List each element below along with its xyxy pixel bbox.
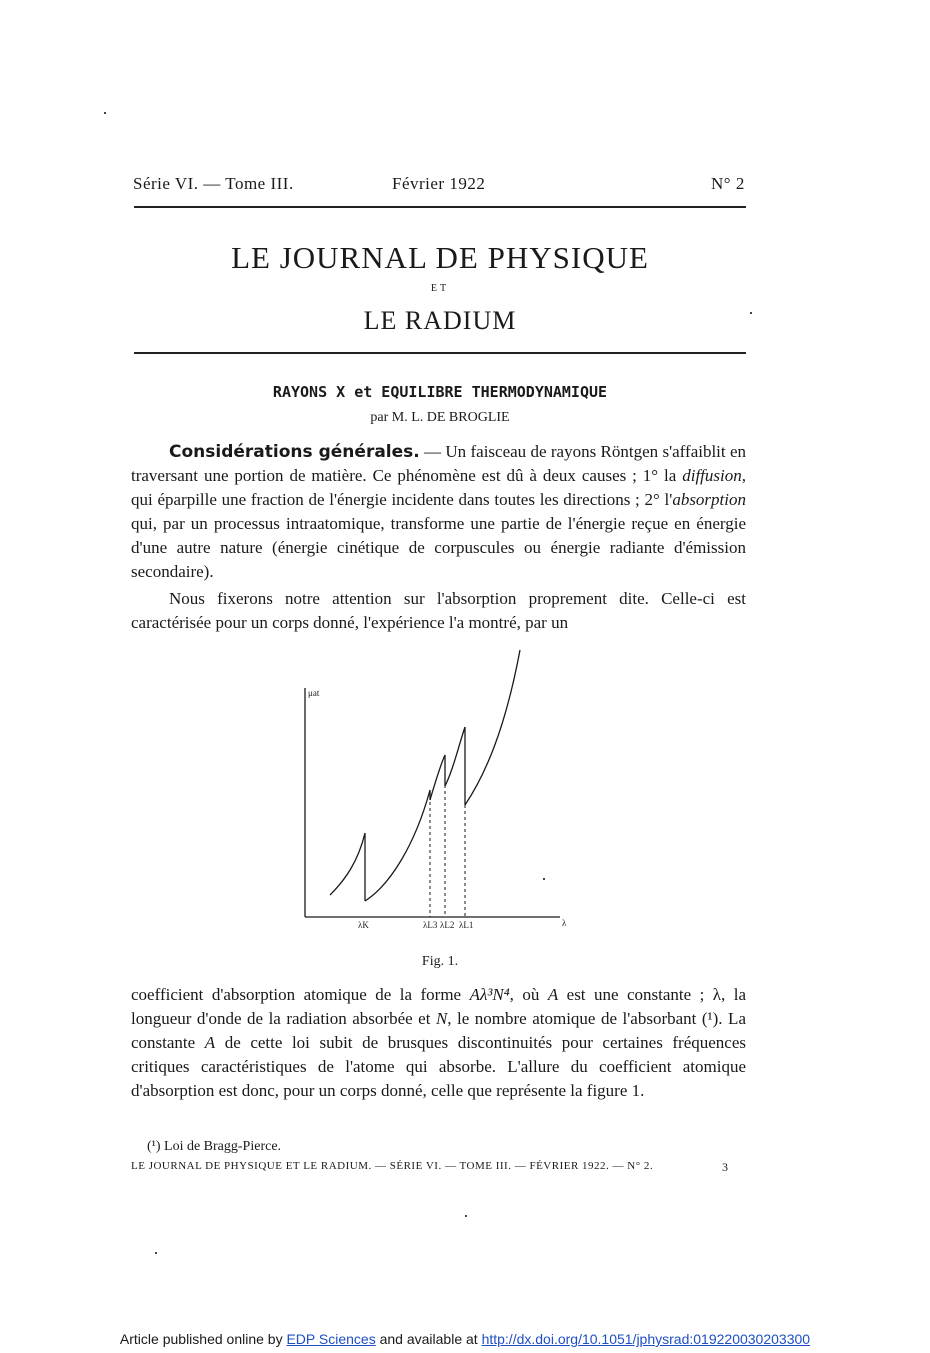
scan-speck [543, 878, 545, 880]
scan-speck [155, 1252, 157, 1254]
footnote: (¹) Loi de Bragg-Pierce. [147, 1139, 282, 1154]
curve-segment-l3 [365, 790, 430, 901]
running-footer: LE JOURNAL DE PHYSIQUE ET LE RADIUM. — SÉRIE VI. — TOME III. — FÉVRIER 1922. — N° 2. [131, 1160, 654, 1172]
scan-speck [465, 1215, 467, 1217]
masthead-rule [134, 352, 746, 354]
scan-speck [750, 312, 752, 314]
x-axis-label: λ [562, 918, 567, 928]
journal-subtitle: LE RADIUM [363, 306, 517, 335]
curve-segment-tail [465, 650, 520, 805]
edge-label-l2: λL2 [440, 920, 455, 930]
paragraph-1: Considérations générales. — Un faisceau de rayons Röntgen s'affaiblit en traversant une portion de matière. Ce phénomène est dû à deux causes ; 1° la diffusion, qui éparpille une fraction de l'énergie incidente dans toutes les directions ; 2° l'absorption qui, par un processus intraatomique, transforme une partie de l'énergie reçue en énergie d'une autre nature (énergie cinétique de corpuscules ou énergie radiante d'émission secondaire). [131, 442, 747, 581]
article-byline: par M. L. DE BROGLIE [370, 410, 510, 425]
credit-line: Article published online by EDP Sciences and available at http://dx.doi.org/10.1051/jphysrad:019220030203300 [119, 1331, 811, 1347]
section-heading: Considérations générales. [169, 442, 420, 462]
header-number: N° 2 [711, 174, 745, 193]
scan-speck [104, 112, 106, 114]
publisher-link[interactable]: EDP Sciences [286, 1331, 376, 1347]
paragraph-2: Nous fixerons notre attention sur l'absorption proprement dite. Celle-ci est caractérisée pour un corps donné, l'expérience l'a montré, par un [131, 589, 746, 632]
curve-segment-l1 [445, 727, 465, 805]
paragraph-3: coefficient d'absorption atomique de la forme Aλ³N⁴, où A est une constante ; λ, la longueur d'onde de la radiation absorbée et N, le nombre atomique de l'absorbant (¹). La constante A de cette loi subit de brusques discontinuités pour certaines fréquences critiques caractéristiques de l'atome qui absorbe. L'allure du coefficient atomique d'absorption est donc, pour un corps donné, celle que représente la figure 1. [131, 985, 747, 1100]
figure-caption: Fig. 1. [421, 954, 459, 969]
curve-segment-l2 [430, 755, 445, 800]
journal-title: LE JOURNAL DE PHYSIQUE [231, 240, 649, 275]
header-rule [134, 206, 746, 208]
article-title: RAYONS X et EQUILIBRE THERMODYNAMIQUE [272, 383, 608, 401]
formula: Aλ³N⁴ [469, 985, 510, 1004]
edge-label-l1: λL1 [459, 920, 474, 930]
absorption-figure [290, 640, 590, 940]
doi-link[interactable]: http://dx.doi.org/10.1051/jphysrad:019220030203300 [481, 1331, 811, 1347]
header-series: Série VI. — Tome III. [133, 174, 294, 193]
header-date: Février 1922 [392, 174, 486, 193]
page-number: 3 [722, 1160, 728, 1174]
edge-label-k: λK [358, 920, 369, 930]
edge-label-l3: λL3 [423, 920, 438, 930]
journal-et: ET [430, 283, 450, 294]
y-axis-label: μat [308, 688, 320, 698]
curve-segment-k [330, 833, 365, 901]
